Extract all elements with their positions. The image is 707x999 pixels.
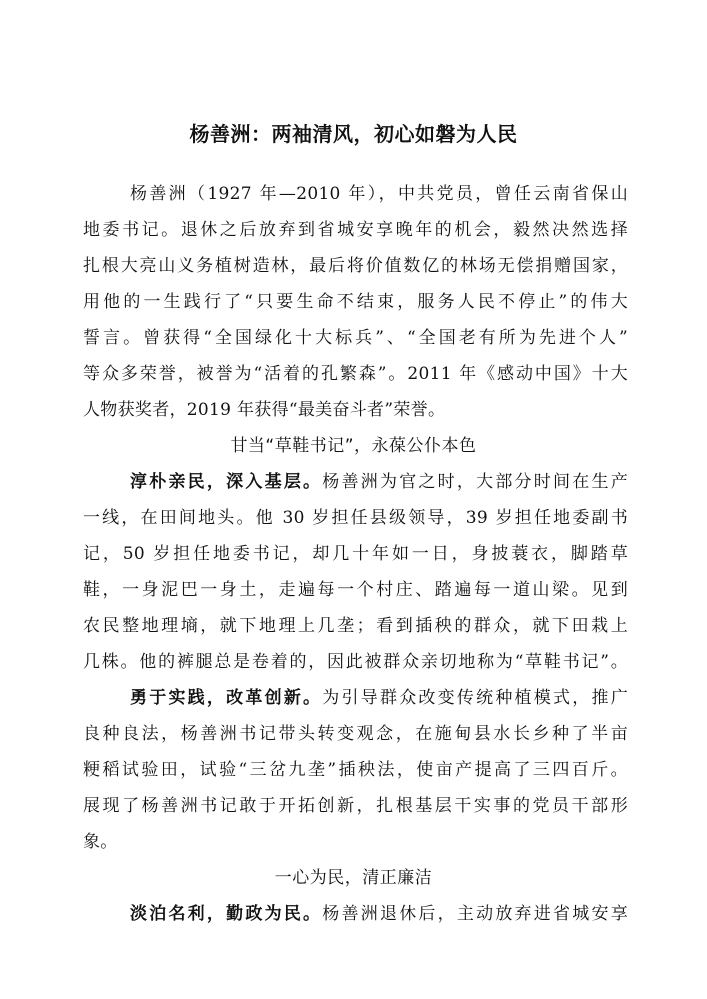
section1-p2-lead: 勇于实践，改革创新。 (130, 688, 323, 708)
section1-p2-line-4: 展现了杨善洲书记敢于开拓创新，扎根基层干实事的党员干部形 (83, 796, 628, 816)
section1-p1-line-3: 记，50 岁担任地委书记，却几十年如一日，身披蓑衣，脚踏草 (83, 544, 628, 564)
section1-p1-lead: 淳朴亲民，深入基层。 (130, 472, 323, 492)
section1-p2-first: 为引导群众改变传统种植模式，推广 (322, 688, 628, 708)
section1-p1-first: 杨善洲为官之时，大部分时间在生产 (322, 472, 628, 492)
intro-line-4: 用他的一生践行了“只要生命不结束，服务人民不停止”的伟大 (83, 292, 628, 312)
section-heading-2: 一心为民，清正廉洁 (274, 868, 433, 888)
section-heading-1: 甘当“草鞋书记”，永葆公仆本色 (230, 436, 477, 456)
intro-line-5: 誓言。曾获得“全国绿化十大标兵”、“全国老有所为先进个人” (83, 328, 628, 348)
section1-p2-line-5: 象。 (83, 832, 118, 852)
section2-p1-line-1 (130, 903, 628, 925)
section1-p1-line-1 (130, 471, 628, 493)
section1-p1-line-5: 农民整地理墒，就下地理上几垄；看到插秧的群众，就下田栽上 (83, 616, 628, 636)
section1-p2-line-1 (130, 687, 628, 709)
intro-line-1: 杨善洲（1927 年—2010 年），中共党员，曾任云南省保山 (130, 184, 628, 204)
section1-p1-line-4: 鞋，一身泥巴一身土，走遍每一个村庄、踏遍每一道山梁。见到 (83, 580, 628, 600)
intro-line-3: 扎根大亮山义务植树造林，最后将价值数亿的林场无偿捐赠国家， (83, 256, 628, 276)
section1-p1-line-2: 一线，在田间地头。他 30 岁担任县级领导，39 岁担任地委副书 (83, 508, 628, 528)
section2-p1-lead: 淡泊名利，勤政为民。 (130, 904, 323, 924)
section1-p1-line-6: 几株。他的裤腿总是卷着的，因此被群众亲切地称为“草鞋书记”。 (83, 652, 628, 672)
intro-line-6: 等众多荣誉，被誉为“活着的孔繁森”。2011 年《感动中国》十大 (83, 364, 628, 384)
section1-p2-line-2: 良种良法，杨善洲书记带头转变观念，在施甸县水长乡种了半亩 (83, 724, 628, 744)
section2-p1-first: 杨善洲退休后，主动放弃进省城安享 (322, 904, 628, 924)
intro-line-2: 地委书记。退休之后放弃到省城安享晚年的机会，毅然决然选择 (83, 220, 628, 240)
document-title: 杨善洲：两袖清风，初心如磐为人民 (189, 122, 518, 146)
section1-p2-line-3: 粳稻试验田，试验“三岔九垄”插秧法，使亩产提高了三四百斤。 (83, 760, 628, 780)
intro-line-7: 人物获奖者，2019 年获得“最美奋斗者”荣誉。 (83, 400, 446, 420)
